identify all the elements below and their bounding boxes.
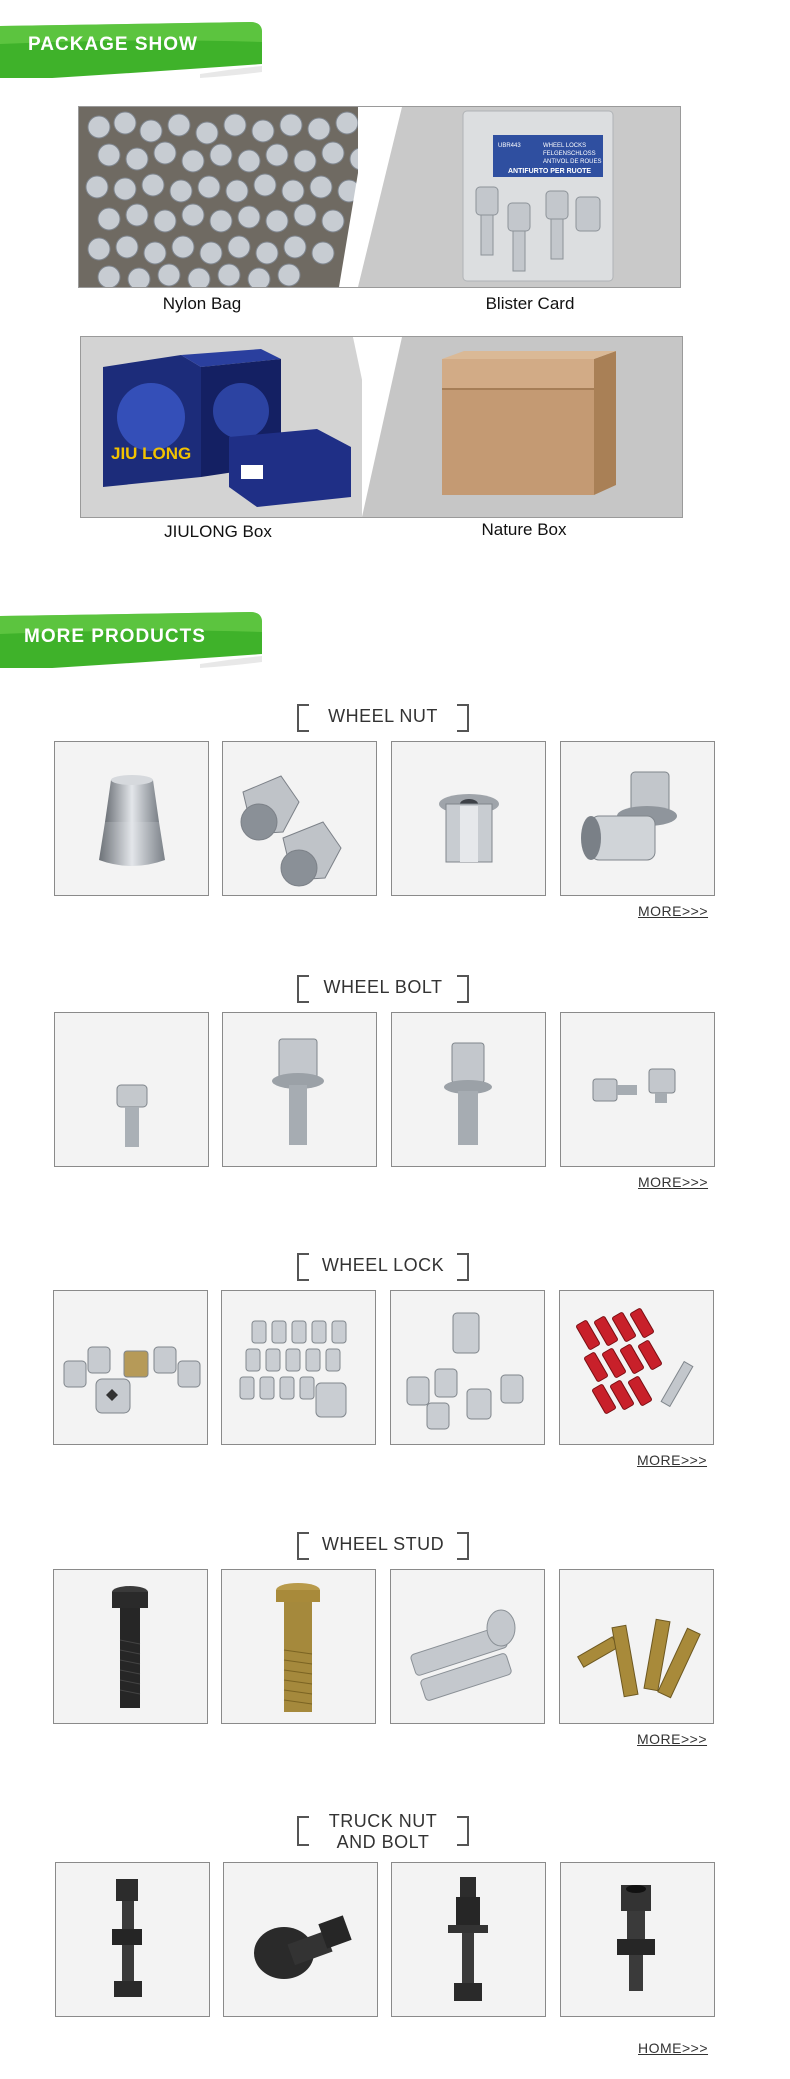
nature-box-image xyxy=(362,336,683,518)
category-title: WHEEL STUD xyxy=(321,1534,445,1554)
product-thumbnail[interactable] xyxy=(54,1012,209,1167)
product-thumbnail[interactable] xyxy=(55,1862,210,2017)
package-show-title: PACKAGE SHOW xyxy=(28,34,198,55)
product-thumbnail[interactable] xyxy=(223,1862,378,2017)
title-bracket-right xyxy=(457,1816,469,1846)
more-link[interactable]: MORE>>> xyxy=(637,1452,708,1468)
product-thumbnail[interactable] xyxy=(560,1012,715,1167)
more-products-title: MORE PRODUCTS xyxy=(24,626,206,647)
product-thumbnail[interactable] xyxy=(53,1290,208,1445)
product-thumbnail[interactable] xyxy=(54,741,209,896)
svg-text:UBR443: UBR443 xyxy=(498,143,521,149)
category-title: WHEEL NUT xyxy=(328,706,438,726)
product-thumbnail[interactable] xyxy=(559,1290,714,1445)
blister-card-image xyxy=(358,106,681,288)
nylon-bag-caption: Nylon Bag xyxy=(162,294,242,313)
product-thumbnail[interactable] xyxy=(391,1862,546,2017)
product-thumbnail[interactable] xyxy=(560,1862,715,2017)
product-thumbnail[interactable] xyxy=(221,1290,376,1445)
svg-text:WHEEL LOCKS: WHEEL LOCKS xyxy=(543,143,587,149)
svg-text:ANTIVOL DE ROUES: ANTIVOL DE ROUES xyxy=(543,159,602,165)
product-thumbnail[interactable] xyxy=(390,1569,545,1724)
category-title-line2: AND BOLT xyxy=(336,1832,430,1852)
product-thumbnail[interactable] xyxy=(222,1012,377,1167)
more-link[interactable]: MORE>>> xyxy=(638,903,709,919)
svg-text:FELGENSCHLOSS: FELGENSCHLOSS xyxy=(543,151,596,157)
blister-card-caption: Blister Card xyxy=(485,294,575,313)
more-link[interactable]: MORE>>> xyxy=(637,1731,708,1747)
product-thumbnail[interactable] xyxy=(390,1290,545,1445)
product-thumbnail[interactable] xyxy=(560,741,715,896)
product-thumbnail[interactable] xyxy=(221,1569,376,1724)
nature-box-caption: Nature Box xyxy=(481,520,567,539)
title-bracket-right xyxy=(457,704,469,732)
more-link[interactable]: MORE>>> xyxy=(638,1174,709,1190)
box-brand-text: JIU LONG xyxy=(111,444,192,463)
package-show-banner xyxy=(0,22,265,74)
more-products-banner xyxy=(0,612,265,664)
category-title-line1: TRUCK NUT xyxy=(328,1811,438,1831)
product-thumbnail[interactable] xyxy=(53,1569,208,1724)
product-thumbnail[interactable] xyxy=(559,1569,714,1724)
category-title: WHEEL LOCK xyxy=(321,1255,445,1275)
nylon-bag-image xyxy=(78,106,399,288)
category-title: WHEEL BOLT xyxy=(323,977,443,997)
jiulong-box-image xyxy=(80,336,403,518)
title-bracket-right xyxy=(457,1532,469,1560)
title-bracket-right xyxy=(457,975,469,1003)
jiulong-box-caption: JIULONG Box xyxy=(164,522,272,541)
product-thumbnail[interactable] xyxy=(391,1012,546,1167)
home-link[interactable]: HOME>>> xyxy=(638,2040,709,2056)
svg-text:ANTIFURTO PER RUOTE: ANTIFURTO PER RUOTE xyxy=(508,168,592,175)
product-thumbnail[interactable] xyxy=(222,741,377,896)
product-thumbnail[interactable] xyxy=(391,741,546,896)
title-bracket-right xyxy=(457,1253,469,1281)
